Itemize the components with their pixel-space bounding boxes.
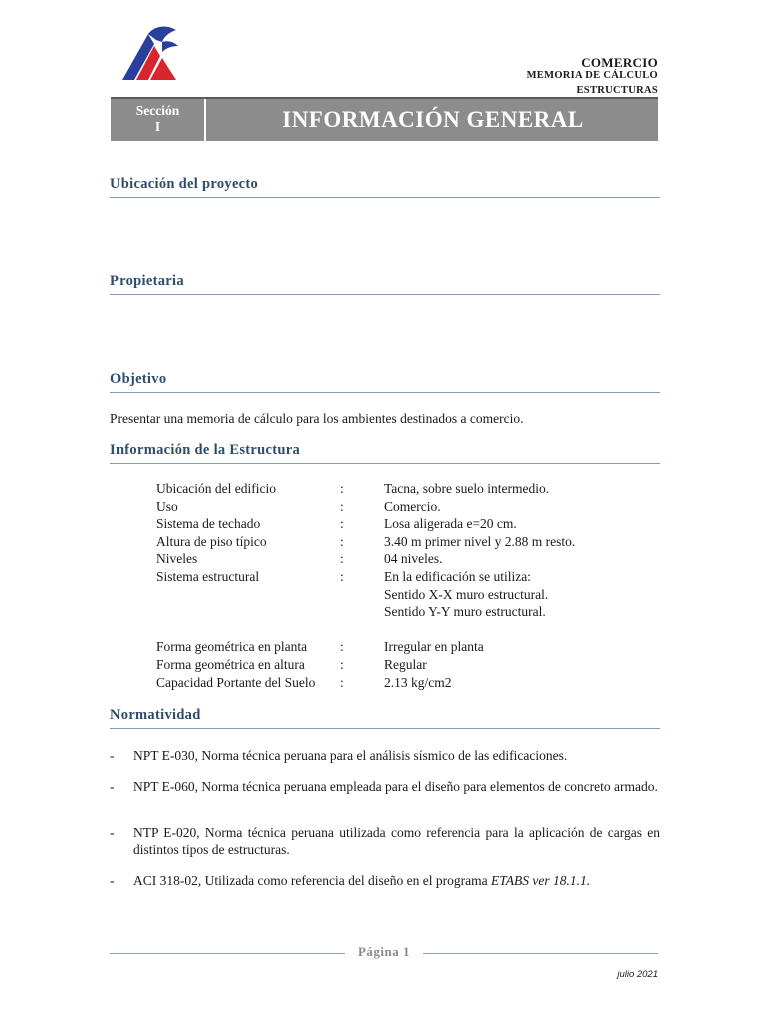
- section-title: INFORMACIÓN GENERAL: [282, 107, 584, 132]
- list-item: - NPT E-030, Norma técnica peruana para el análisis sísmico de las edificaciones.: [110, 748, 568, 763]
- document-header: [527, 56, 658, 98]
- header-project: COMERCIO: [581, 55, 658, 70]
- software-name: ETABS ver 18.1.1.: [491, 873, 591, 888]
- heading-normatividad: Normatividad: [110, 707, 660, 729]
- section-number: I: [154, 119, 161, 134]
- list-item: - ACI 318-02, Utilizada como referencia del diseño en el programa ETABS ver 18.1.1.: [110, 873, 591, 888]
- footer-divider-right: [423, 953, 658, 954]
- heading-propietaria: Propietaria: [110, 273, 660, 295]
- heading-info-estructura: Información de la Estructura: [110, 442, 660, 464]
- section-number-box: [111, 99, 206, 141]
- page-number: Página 1: [357, 944, 411, 959]
- company-logo: [118, 24, 182, 84]
- norm-text: ACI 318-02, Utilizada como referencia del diseño en el programa: [133, 873, 491, 888]
- header-doc-type: MEMORIA DE CÁLCULO: [526, 69, 658, 81]
- section-bar: [111, 97, 658, 141]
- section-label: Sección: [135, 103, 180, 118]
- footer-divider-left: [110, 953, 345, 954]
- heading-objetivo: Objetivo: [110, 371, 660, 393]
- header-discipline: ESTRUCTURAS: [577, 85, 659, 98]
- list-item: - NPT E-060, Norma técnica peruana empleada para el diseño para elementos de concreto armado.: [110, 779, 658, 794]
- footer-date: julio 2021: [617, 969, 658, 980]
- objetivo-text: Presentar una memoria de cálculo para los ambientes destinados a comercio.: [110, 411, 524, 426]
- list-item: - NTP E-020, Norma técnica peruana utilizada como referencia para la aplicación de cargas en distintos tipos de estructuras.: [110, 825, 660, 857]
- heading-ubicacion: Ubicación del proyecto: [110, 176, 660, 198]
